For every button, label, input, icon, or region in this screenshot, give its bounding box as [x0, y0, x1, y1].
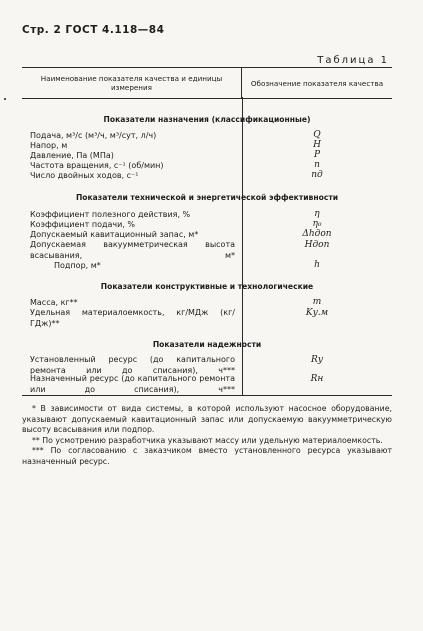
- row-name: Допускаемый кавитационный запас, м*: [30, 230, 199, 239]
- table-header: [22, 67, 392, 99]
- header-col-name: Наименование показателя качества и единицы измерения: [22, 68, 242, 98]
- row-symbol: h: [314, 260, 320, 270]
- row-symbol: Q: [313, 130, 321, 140]
- row-name: Назначенный ресурс (до капитального ремонта или до списания), ч***: [30, 374, 235, 394]
- row-name: Напор, м: [30, 141, 68, 150]
- footnotes: [22, 404, 392, 467]
- row-name: Коэффициент подачи, %: [30, 220, 136, 229]
- row-symbol: n: [314, 160, 320, 170]
- row-name: Число двойных ходов, с⁻¹: [30, 171, 139, 180]
- row-symbol: Rн: [310, 374, 324, 384]
- row-name: Частота вращения, с⁻¹ (об/мин): [30, 161, 164, 170]
- row-symbol: Δhдоп: [302, 229, 332, 239]
- row-symbol: η: [314, 209, 320, 219]
- row-symbol: P: [313, 150, 321, 160]
- row-name: Подача, м³/с (м³/ч, м³/сут, л/ч): [30, 131, 157, 140]
- row-symbol: nд: [311, 170, 323, 180]
- row-symbol: Kу.м: [305, 308, 329, 318]
- header-col-symbol: Обозначение показателя качества: [250, 78, 384, 88]
- table-label: Таблица 1: [317, 55, 389, 66]
- section-title-design: Показатели конструктивные и технологические: [100, 282, 314, 291]
- row-symbol: m: [312, 297, 322, 307]
- row-name: Допускаемая вакуумметрическая высота всасывания, м*: [30, 240, 235, 260]
- row-name: Подпор, м*: [54, 261, 101, 270]
- section-title-reliability: Показатели надежности: [152, 340, 262, 349]
- row-name: Удельная материалоемкость, кг/МДж (кг/ГДж)**: [30, 308, 235, 328]
- row-name: Давление, Па (МПа): [30, 151, 114, 160]
- row-name: Масса, кг**: [30, 298, 78, 307]
- page-header: Стр. 2 ГОСТ 4.118—84: [22, 24, 165, 36]
- section-title-efficiency: Показатели технической и энергетической эффективности: [75, 193, 339, 202]
- table-bottom-rule: [22, 395, 392, 396]
- row-symbol: H: [313, 140, 321, 150]
- footnote: * В зависимости от вида системы, в которой используют насосное оборудование, указывают допускаемый кавитационный запас или допускаемую вакуумметрическую высоту всасывания или подпор.: [22, 404, 392, 434]
- row-symbol: Hдоп: [304, 240, 330, 250]
- row-name: Коэффициент полезного действия, %: [30, 210, 191, 219]
- row-name: Установленный ресурс (до капитального ремонта или до списания), ч***: [30, 355, 235, 375]
- section-title-purpose: Показатели назначения (классификационные): [103, 115, 311, 124]
- margin-dot: [4, 98, 6, 100]
- footnote: *** По согласованию с заказчиком вместо установленного ресурса указывают назначенный ресурс.: [22, 446, 392, 466]
- row-symbol: η₀: [312, 219, 322, 229]
- footnote: ** По усмотрению разработчика указывают массу или удельную материалоемкость.: [32, 435, 383, 445]
- row-symbol: Rу: [311, 355, 323, 365]
